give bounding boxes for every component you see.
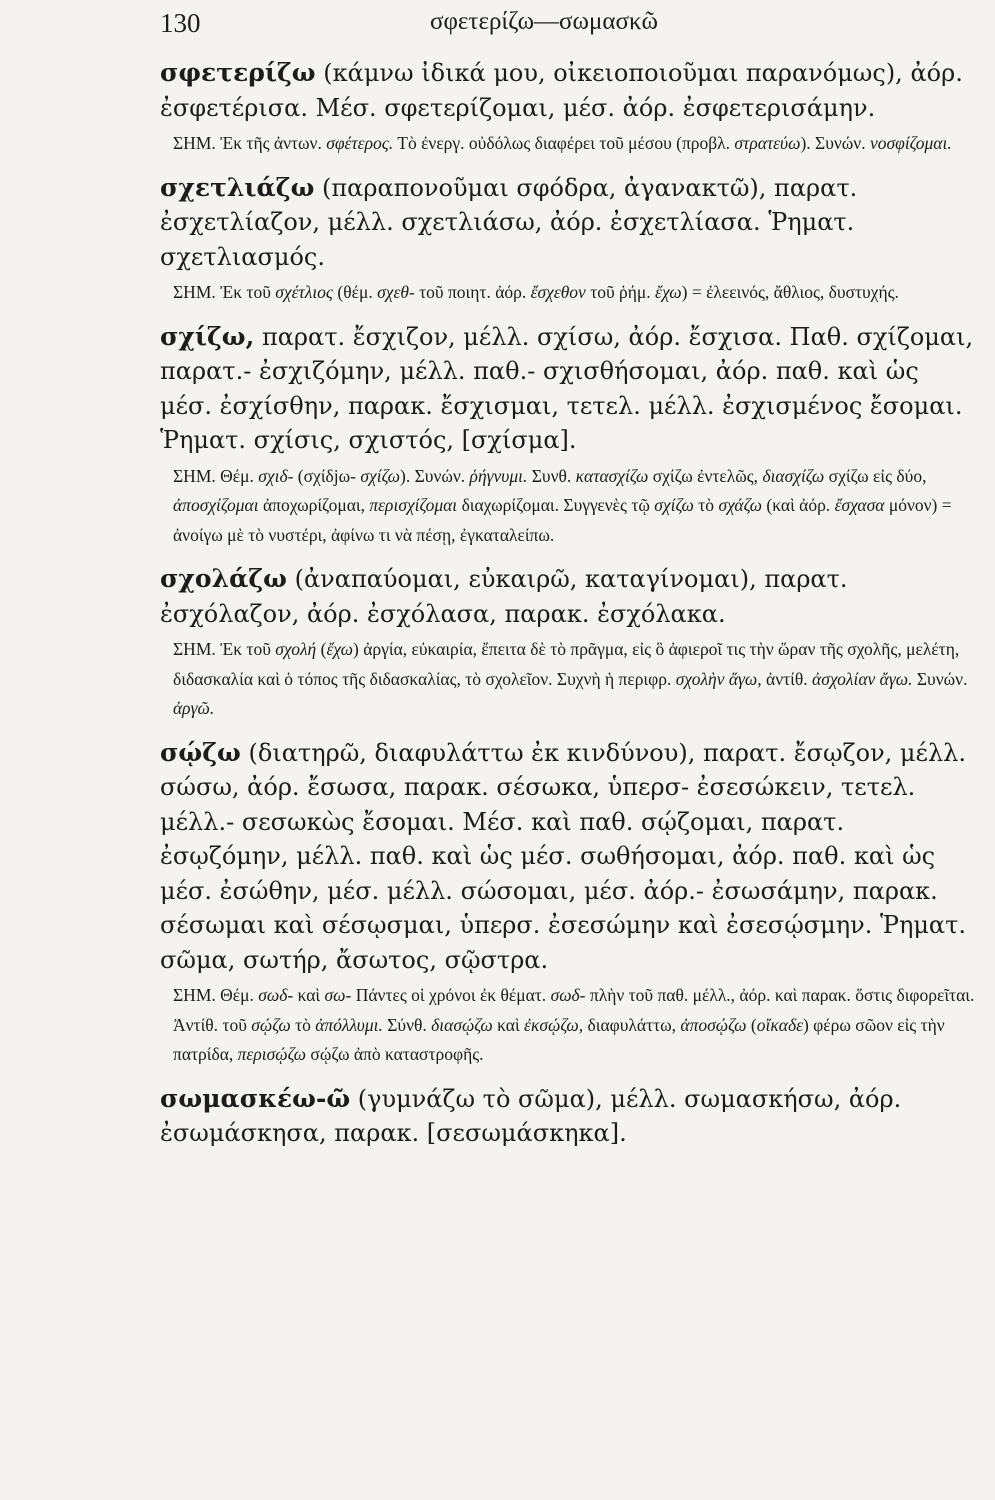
note-segment: ἔσχεθον <box>530 282 586 302</box>
note-segment: ΣΗΜ. Ἐκ τῆς ἀντων. <box>173 133 327 153</box>
note-segment: τὸ <box>693 495 719 515</box>
entry-note <box>160 981 975 1070</box>
note-segment: μόνον) = ἀνοίγω μὲ τὸ νυστέρι, ἀφίνω τι νὰ πέσῃ, ἐγκαταλείπω. <box>173 495 952 545</box>
note-segment: (θέμ. <box>333 282 378 302</box>
note-segment: ἀργῶ. <box>173 698 215 718</box>
note-segment: ). Συνών. <box>400 465 470 486</box>
entry-note <box>160 129 975 159</box>
note-segment: σχολή <box>275 639 317 659</box>
note-segment: ἀποσχίζομαι <box>173 495 259 515</box>
note-segment: σχάζω <box>718 495 763 515</box>
entry-lemma: σφετερίζω <box>160 58 316 87</box>
note-segment: σω- <box>324 985 352 1005</box>
entry-definition: παρατ. ἔσχιζον, μέλλ. σχίσω, ἀόρ. ἔσχισα. Παθ. σχίζομαι, παρατ.- ἐσχιζόμην, μέλλ. παθ.- σχισθήσομαι, ἀόρ. παθ. καὶ ὡς μέσ. ἐσχίσθην, παρακ. ἔσχισμαι, τετελ. μέλλ. ἐσχισμένος ἔσομαι. Ῥηματ. σχίσις, σχιστός, [σχίσμα]. <box>160 322 974 454</box>
note-segment: καὶ <box>293 985 325 1005</box>
note-segment: ἔχω <box>655 282 682 302</box>
note-segment: ( <box>746 1014 757 1035</box>
entry-note <box>160 462 975 551</box>
dictionary-entry <box>160 320 975 458</box>
note-segment: διασχίζω <box>762 465 825 486</box>
note-segment: ἔσχασα <box>834 495 885 515</box>
note-segment: σχιδ- <box>258 465 294 486</box>
note-segment: (σχίδjω- <box>293 465 361 486</box>
note-segment: σφέτερος. <box>326 133 394 153</box>
entry-lemma: σῴζω <box>160 737 241 767</box>
note-segment: ΣΗΜ. Ἐκ τοῦ <box>173 282 276 302</box>
note-segment: ΣΗΜ. Θέμ. <box>173 465 259 486</box>
note-segment: σωδ- <box>258 985 294 1005</box>
note-segment: διαφυλάττω, <box>583 1014 681 1035</box>
entry-note <box>160 635 975 724</box>
dictionary-entry <box>160 171 975 275</box>
note-segment: Σύνθ. <box>382 1014 432 1035</box>
entry-lemma: σχετλιάζω <box>160 172 315 202</box>
note-segment: σχίζω εἰς δύο, <box>824 465 927 486</box>
note-segment: σῴζω ἀπὸ καταστροφῆς. <box>306 1044 484 1064</box>
entry-definition: (γυμνάζω τὸ σῶμα), μέλλ. σωμασκήσω, ἀόρ. ἐσωμάσκησα, παρακ. [σεσωμάσκηκα]. <box>160 1084 902 1147</box>
note-segment: διαχωρίζομαι. Συγγενὲς τῷ <box>457 495 655 515</box>
note-segment: σχίζω ἐντελῶς, <box>648 465 763 486</box>
note-segment: ἔχω <box>326 639 354 659</box>
note-segment: ) = ἐλεεινός, ἄθλιος, δυστυχής. <box>681 282 899 302</box>
note-segment: ἀποσῴζω <box>680 1014 747 1035</box>
note-segment: πλὴν τοῦ παθ. μέλλ., ἀόρ. καὶ παρακ. ὅστις διφορεῖται. Ἀντίθ. τοῦ <box>173 985 975 1035</box>
note-segment: στρατεύω <box>734 133 801 153</box>
note-segment: περισῴζω <box>237 1044 307 1064</box>
note-segment: Συνθ. <box>527 465 576 486</box>
entry-definition: (παραπονοῦμαι σφόδρα, ἀγανακτῶ), παρατ. ἐσχετλίαζον, μέλλ. σχετλιάσω, ἀόρ. ἐσχετλίασα. Ῥηματ. σχετλιασμός. <box>160 173 858 271</box>
note-segment: σχίζω <box>654 495 694 515</box>
note-segment: ( <box>316 639 327 659</box>
note-segment: Συνών. <box>912 668 968 689</box>
note-segment: τὸ <box>290 1014 316 1035</box>
page-number: 130 <box>160 8 201 38</box>
note-segment: ΣΗΜ. Θέμ. <box>173 985 259 1005</box>
note-segment: κατασχίζω <box>575 465 649 486</box>
entry-definition: (κάμνω ἰδικά μου, οἰκειοποιοῦμαι παρανόμως), ἀόρ. ἐσφετέρισα. Μέσ. σφετερίζομαι, μέσ. ἀόρ. ἐσφετερισάμην. <box>160 59 963 122</box>
note-segment: ) ἀργία, εὐκαιρία, ἔπειτα δὲ τὸ πρᾶγμα, εἰς ὃ ἀφιεροῖ τις τὴν ὥραν τῆς σχολῆς, μελέτη, διδασκαλία καὶ ὁ τόπος τῆς διδασκαλίας, τὸ σχολεῖον. Συχνὴ ἡ περιφρ. <box>173 639 960 689</box>
dictionary-entry <box>160 1082 975 1151</box>
note-segment: καὶ <box>492 1014 525 1035</box>
note-segment: οἴκαδε <box>756 1014 803 1035</box>
note-segment: ΣΗΜ. Ἐκ τοῦ <box>173 639 276 659</box>
entry-lemma: σχίζω, <box>160 321 255 351</box>
note-segment: ). Συνών. <box>800 133 870 153</box>
dictionary-entry <box>160 56 975 125</box>
note-segment: τοῦ ποιητ. ἀόρ. <box>414 282 531 302</box>
note-segment: διασῴζω <box>431 1014 493 1035</box>
dictionary-entry <box>160 736 975 978</box>
entry-definition: (διατηρῶ, διαφυλάττω ἐκ κινδύνου), παρατ. ἔσῳζον, μέλλ. σώσω, ἀόρ. ἔσωσα, παρακ. σέσωκα, ὑπερσ- ἐσεσώκειν, τετελ. μέλλ.- σεσωκὼς ἔσομαι. Μέσ. καὶ παθ. σῴζομαι, παρατ. ἐσῳζόμην, μέλλ. παθ. καὶ ὡς μέσ. σωθήσομαι, ἀόρ. παθ. καὶ ὡς μέσ. ἐσώθην, μέσ. μέλλ. σώσομαι, μέσ. ἀόρ.- ἐσωσάμην, παρακ. σέσωμαι καὶ σέσῳσμαι, ὑπερσ. ἐσεσώμην καὶ ἐσεσῴσμην. Ῥηματ. σῶμα, σωτήρ, ἄσωτος, σῷστρα. <box>160 738 967 974</box>
note-segment: ἀποχωρίζομαι, <box>258 495 370 515</box>
note-segment: σχίζω <box>360 465 401 486</box>
note-segment: ) φέρω σῶον εἰς τὴν πατρίδα, <box>173 1014 945 1064</box>
dictionary-content <box>160 56 975 1161</box>
note-segment: νοσφίζομαι. <box>869 133 952 153</box>
dictionary-entry <box>160 562 975 631</box>
note-segment: σχολὴν ἄγω, <box>675 668 762 689</box>
note-segment: ἀσχολίαν ἄγω. <box>812 668 913 689</box>
note-segment: περισχίζομαι <box>369 495 458 515</box>
note-segment: (καὶ ἀόρ. <box>762 495 835 515</box>
note-segment: σχέτλιος <box>275 282 334 302</box>
entry-definition: (ἀναπαύομαι, εὐκαιρῶ, καταγίνομαι), παρατ. ἐσχόλαζον, ἀόρ. ἐσχόλασα, παρακ. ἐσχόλακα. <box>160 565 848 628</box>
note-segment: τοῦ ῥήμ. <box>585 282 656 302</box>
entry-lemma: σχολάζω <box>160 564 287 593</box>
entry-note <box>160 278 975 308</box>
note-segment: ῥήγνυμι. <box>469 465 528 486</box>
entry-lemma: σωμασκέω-ῶ <box>160 1083 351 1113</box>
note-segment: σῴζω <box>251 1014 291 1035</box>
note-segment: ἐκσῴζω, <box>524 1014 584 1035</box>
note-segment: σχεθ- <box>377 282 415 302</box>
note-segment: ἀπόλλυμι. <box>315 1014 383 1035</box>
note-segment: Τὸ ἐνεργ. οὐδόλως διαφέρει τοῦ μέσου (προβλ. <box>393 133 735 153</box>
page-header <box>160 6 975 56</box>
note-segment: σωδ- <box>550 985 586 1005</box>
running-head: σφετερίζω—σωμασκῶ <box>430 8 659 35</box>
note-segment: Πάντες οἱ χρόνοι ἐκ θέματ. <box>351 985 551 1005</box>
note-segment: ἀντίθ. <box>761 668 813 689</box>
